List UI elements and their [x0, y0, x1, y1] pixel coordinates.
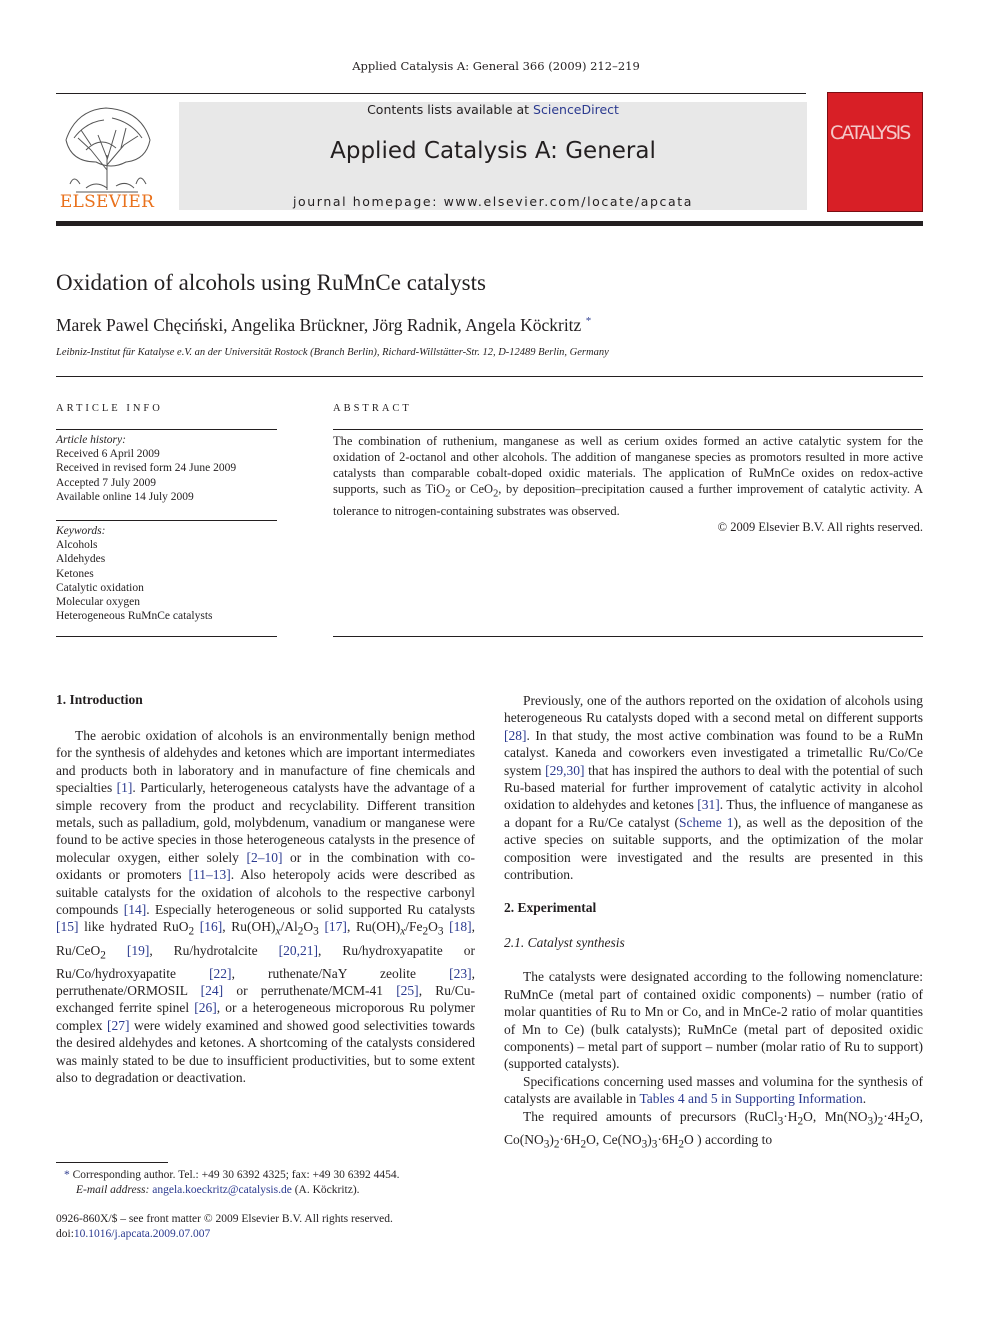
- info-rule-top: [56, 429, 277, 430]
- abstract-body: The combination of ruthenium, manganese as well as cerium oxides formed an active catalytic system for the oxidation of 2-octanol and other alcohols. The addition of manganese species as promotors resulted in more active catalysts than comparable cobalt-doped oxidic materials. The application of RuMnCe oxides on redox-active supports, such as TiO$_2$ or CeO$_2$, by deposition–precipitation caused a further improvement of catalytic activity. A tolerance to nitrogen-containing substrates was observed. © 2009 Elsevier B.V. All rights reserved.: [333, 434, 923, 534]
- citation-link[interactable]: [29,30]: [545, 762, 585, 778]
- citation-link[interactable]: [31]: [697, 797, 720, 813]
- journal-title: Applied Catalysis A: General: [330, 138, 656, 164]
- nomenclature-paragraph: The catalysts were designated according to the following nomenclature: RuMnCe (metal part of contained oxidic components) – number (ratio of molar quantities of Ru to Mn or Co, and in MnCe-2 ratio of molar quantities of Mn to Ce) (bulk catalysts); RuMnCe (metal part of deposited oxidic components) – metal part of support – number (molar ratio of Ru to support) (supported catalysts).: [504, 969, 923, 1072]
- affiliation: Leibniz-Institut für Katalyse e.V. an der Universität Rostock (Branch Berlin), Richard-Willstätter-Str. 12, D-12489 Berlin, Germany: [56, 347, 609, 358]
- citation-link[interactable]: [22]: [209, 965, 232, 981]
- citation-link[interactable]: [2–10]: [246, 849, 283, 865]
- section-heading-experimental: 2. Experimental: [504, 900, 597, 916]
- keyword-item: Ketones: [56, 567, 94, 580]
- citation-link[interactable]: [15]: [56, 919, 79, 935]
- history-label: Article history:: [56, 434, 126, 446]
- keywords: [56, 524, 277, 623]
- scheme-link[interactable]: Scheme 1: [679, 814, 734, 830]
- article-history: [56, 433, 277, 504]
- section-heading-introduction: 1. Introduction: [56, 692, 143, 707]
- citation-link[interactable]: [26]: [194, 1000, 217, 1016]
- abstract-copyright: © 2009 Elsevier B.V. All rights reserved.: [717, 519, 923, 534]
- corresponding-author-mark[interactable]: *: [585, 315, 592, 328]
- citation-link[interactable]: [19]: [126, 942, 150, 958]
- citation-link[interactable]: [27]: [106, 1017, 130, 1033]
- journal-cover[interactable]: [827, 92, 923, 212]
- citation-link[interactable]: [18]: [449, 919, 472, 935]
- right-column: Previously, one of the authors reported on the oxidation of alcohols using heterogeneous Ru catalysts doped with a second metal on different supports [28]. In that study, the most active combination was found to be a RuMn catalyst. Kaneda and coworkers even investigated a trimetallic Ru/Co/Ce system [29,30] that has inspired the authors to deal with the potential of such Ru-based material for further improvement of catalytic activity in alcohol oxidation to aldehydes and ketones [31]. Thus, the influence of manganese as a dopant for a Ru/Ce catalyst (Scheme 1), as well as the deposition of the active species on suitable supports, and the optimization of the molar composition were investigated and the results are presented in this contribution. 2. Experimental 2.1. Catalyst synthesis The catalysts were designated according to the following nomenclature: RuMnCe (metal part of contained oxidic components) – number (ratio of molar quantities of Ru to Mn or Co, and in MnCe-2 ratio of molar quantities of Mn to Ce) (bulk catalysts); RuMnCe (metal part of deposited oxidic components) – metal part of support – number (molar ratio of Ru to support) (supported catalysts). Specifications concerning used masses and volumina for the synthesis of catalysts are available in Tables 4 and 5 in Supporting Information. The required amounts of precursors ($RuCl_3\cdot H_2O$, $Mn(NO_3)_2\cdot 4H_2O$, $Co(NO_3)_2\cdot 6H_2O$, $Ce(NO_3)_3\cdot 6H_2O$ ) according to: [504, 693, 923, 1151]
- issn-line: 0926-860X/$ – see front matter © 2009 Elsevier B.V. All rights reserved.: [56, 1213, 393, 1225]
- header-rule: [56, 93, 806, 94]
- citation-link[interactable]: [11–13]: [188, 867, 231, 883]
- cover-title: CATALYSIS: [830, 122, 910, 144]
- title-rule: [56, 376, 923, 377]
- keyword-item: Catalytic oxidation: [56, 581, 144, 594]
- keyword-item: Heterogeneous RuMnCe catalysts: [56, 610, 213, 623]
- keyword-item: Molecular oxygen: [56, 596, 140, 609]
- citation-link[interactable]: [17]: [324, 919, 347, 935]
- citation-link[interactable]: [28]: [504, 727, 527, 743]
- abstract-rule-top: [333, 429, 923, 430]
- article-title: Oxidation of alcohols using RuMnCe catalysts: [56, 270, 486, 295]
- journal-homepage[interactable]: journal homepage: www.elsevier.com/locate/apcata: [292, 194, 694, 209]
- subsection-heading-catalyst-synthesis: 2.1. Catalyst synthesis: [504, 934, 625, 950]
- email-link[interactable]: angela.koeckritz@catalysis.de: [152, 1183, 292, 1196]
- history-accepted: Accepted 7 July 2009: [56, 476, 156, 489]
- article-info-label: ARTICLE INFO: [56, 403, 163, 414]
- footnote-rule: [56, 1162, 168, 1163]
- citation-link[interactable]: [1]: [116, 780, 133, 796]
- citation-link[interactable]: [14]: [123, 902, 147, 918]
- supporting-info-link[interactable]: Tables 4 and 5 in Supporting Information: [639, 1091, 863, 1107]
- contents-line: [179, 102, 807, 117]
- citation-link[interactable]: [20,21]: [278, 942, 318, 958]
- introduction-paragraph: The aerobic oxidation of alcohols is an environmentally benign method for the synthesis of aldehydes and ketones which are important intermediates and products both in laboratory and in manufacture of fine chemicals and specialties [1]. Particularly, heterogeneous catalysts have the advantage of a simple recovery from the product and recyclability. Different transition metals, such as palladium, gold, molybdenum, vanadium or manganese were found to be active species in those heterogeneous catalysts in the presence of molecular oxygen, either solely [2–10] or in the combination with co-oxidants or promoters [11–13]. Also heteropoly acids were described as suitable catalysts for the oxidation of alcohols to the respective carbonyl compounds [14]. Especially heterogeneous or solid supported Ru catalysts [15] like hydrated RuO$_2$ [16], $Ru(OH)_x/Al_2O_3$ [17], $Ru(OH)_x/Fe_2O_3$ [18], Ru/CeO$_2$ [19], Ru/hydrotalcite [20,21], Ru/hydroxyapatite or Ru/Co/hydroxyapatite [22], ruthenate/NaY zeolite [23], perruthenate/ORMOSIL [24] or perruthenate/MCM-41 [25], Ru/Cu-exchanged ferrite spinel [26], or a heterogeneous microporous Ru polymer complex [27] were widely examined and showed good selectivities towards the desired aldehydes and ketones. A shortcoming of the catalysts considered was mainly stated to be due to insufficient productivities, but to some extent also to degradation or deactivation.: [56, 728, 476, 1086]
- history-revised: Received in revised form 24 June 2009: [56, 462, 237, 475]
- sciencedirect-link[interactable]: ScienceDirect: [533, 102, 619, 117]
- history-online: Available online 14 July 2009: [56, 490, 194, 503]
- keyword-item: Aldehydes: [56, 553, 106, 566]
- keyword-item: Alcohols: [56, 539, 98, 552]
- history-received: Received 6 April 2009: [56, 448, 160, 461]
- citation-link[interactable]: [24]: [200, 983, 224, 999]
- contents-prefix: Contents lists available at: [367, 102, 534, 117]
- header-thick-rule: [56, 221, 923, 226]
- corresponding-author-footnote: * Corresponding author. Tel.: +49 30 6392 4325; fax: +49 30 6392 4454. E-mail address: angela.koeckritz@catalysis.de (A. Köckritz).: [64, 1169, 400, 1196]
- abstract-rule-bottom: [333, 636, 923, 637]
- elsevier-wordmark: ELSEVIER: [59, 192, 155, 212]
- abstract-label: ABSTRACT: [333, 403, 412, 414]
- citation-link[interactable]: [25]: [396, 983, 419, 999]
- author-list: [56, 315, 591, 336]
- info-rule-bottom: [56, 636, 277, 637]
- front-matter: 0926-860X/$ – see front matter © 2009 Elsevier B.V. All rights reserved. doi:10.1016/j.apcata.2009.07.007: [56, 1212, 486, 1242]
- citation-link[interactable]: [23]: [449, 965, 472, 981]
- citation-link[interactable]: [16]: [199, 919, 223, 935]
- running-head: Applied Catalysis A: General 366 (2009) 212–219: [352, 59, 640, 73]
- authors: Marek Pawel Chęciński, Angelika Brückner, Jörg Radnik, Angela Köckritz: [56, 315, 582, 335]
- doi-link[interactable]: 10.1016/j.apcata.2009.07.007: [73, 1228, 211, 1240]
- keywords-label: Keywords:: [56, 525, 106, 537]
- info-rule-mid: [56, 520, 277, 521]
